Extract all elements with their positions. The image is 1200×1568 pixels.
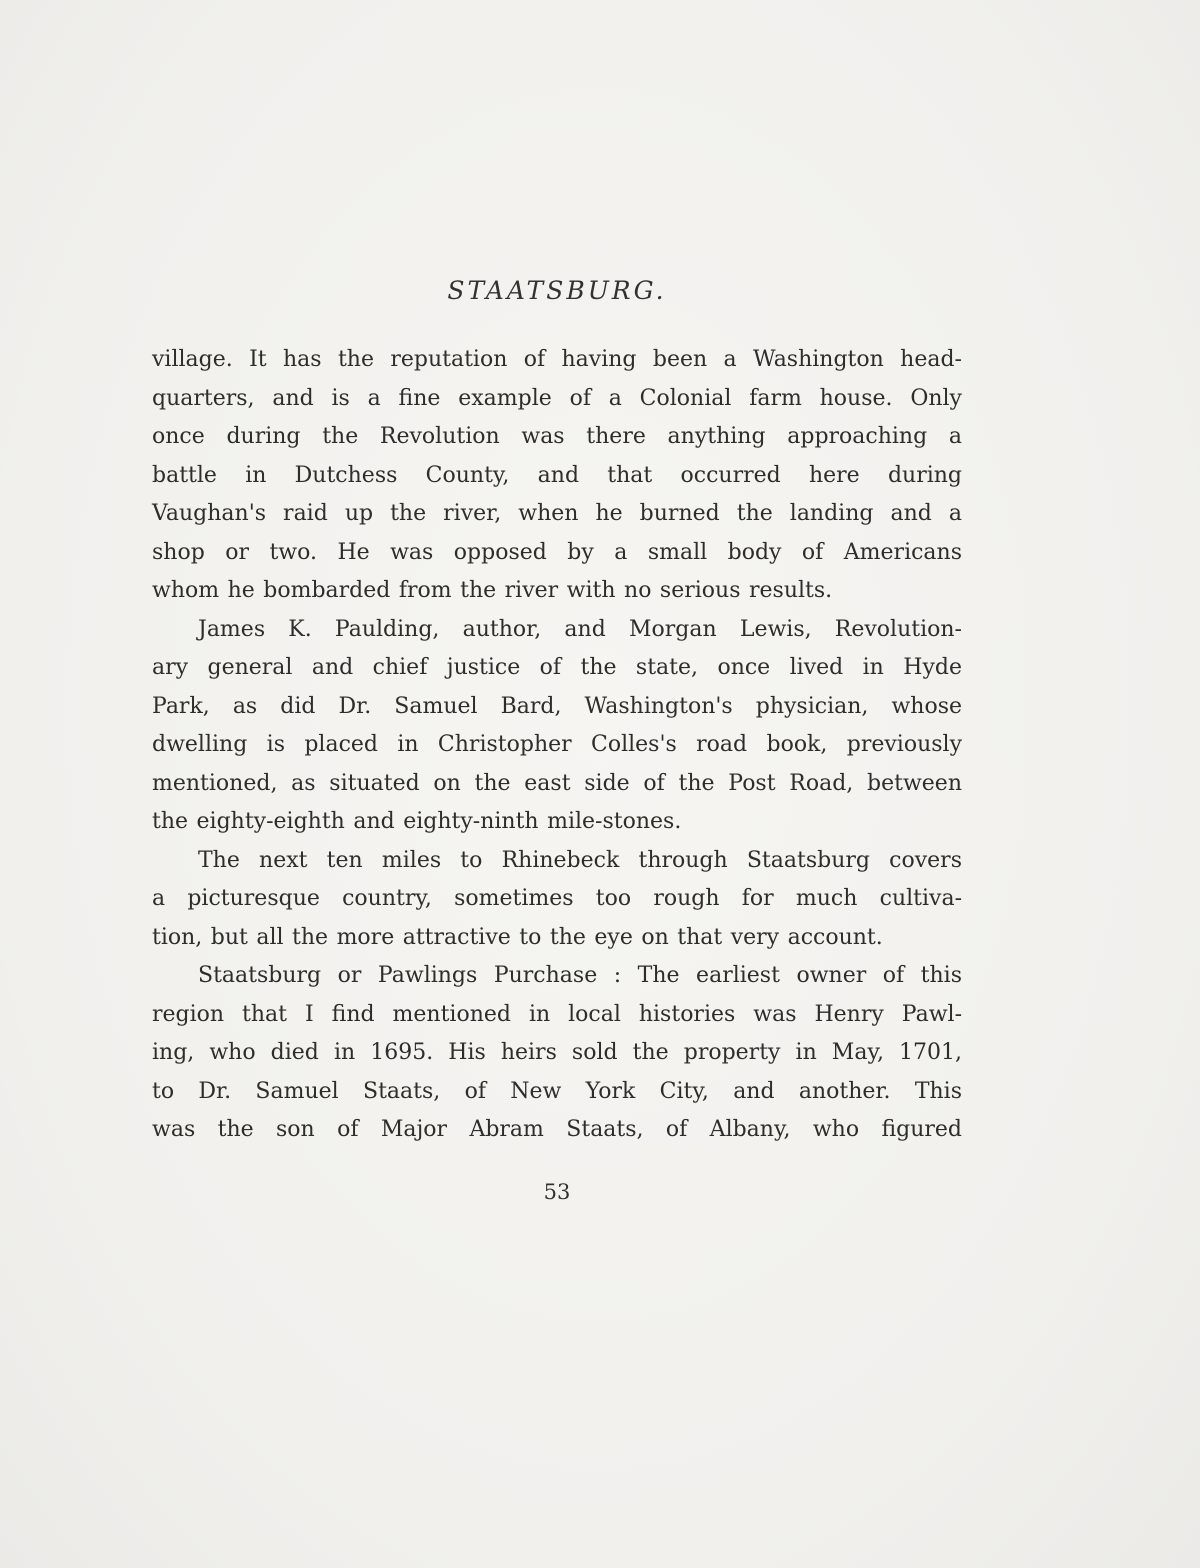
text-line: tion, but all the more attractive to the eye on that very account. — [152, 924, 883, 950]
text-line: to Dr. Samuel Staats, of New York City, and another. This — [152, 1078, 962, 1104]
text-block — [152, 276, 962, 1150]
text-line: The next ten miles to Rhinebeck through Staatsburg covers — [198, 847, 962, 873]
text-line: ing, who died in 1695. His heirs sold the property in May, 1701, — [152, 1040, 962, 1065]
text-line: the eighty-eighth and eighty-ninth mile-stones. — [152, 809, 682, 834]
text-line: quarters, and is a fine example of a Colonial farm house. Only — [152, 385, 962, 411]
text-line: Staatsburg or Pawlings Purchase : The earliest owner of this — [198, 963, 962, 988]
text-line: was the son of Major Abram Staats, of Albany, who figured — [152, 1117, 962, 1142]
text-line: village. It has the reputation of having been a Washington head- — [152, 347, 962, 372]
text-line: shop or two. He was opposed by a small body of Americans — [152, 539, 962, 565]
text-line: battle in Dutchess County, and that occurred here during — [152, 462, 962, 488]
body-text — [152, 341, 962, 1150]
text-line: James K. Paulding, author, and Morgan Lewis, Revolution- — [198, 616, 962, 642]
text-line: mentioned, as situated on the east side of the Post Road, between — [152, 770, 962, 796]
text-line: whom he bombarded from the river with no serious results. — [152, 578, 833, 603]
text-line: Park, as did Dr. Samuel Bard, Washington's physician, whose — [152, 693, 962, 719]
page-number: 53 — [543, 1180, 571, 1204]
text-line: Vaughan's raid up the river, when he burned the landing and a — [152, 501, 962, 526]
text-line: once during the Revolution was there anything approaching a — [152, 424, 962, 449]
text-line: dwelling is placed in Christopher Colles's road book, previously — [152, 732, 962, 757]
text-line: region that I find mentioned in local histories was Henry Pawl- — [152, 1001, 962, 1027]
page-title: STAATSBURG. — [447, 276, 667, 305]
text-line: a picturesque country, sometimes too rough for much cultiva- — [152, 886, 962, 911]
text-line: ary general and chief justice of the state, once lived in Hyde — [152, 655, 962, 680]
